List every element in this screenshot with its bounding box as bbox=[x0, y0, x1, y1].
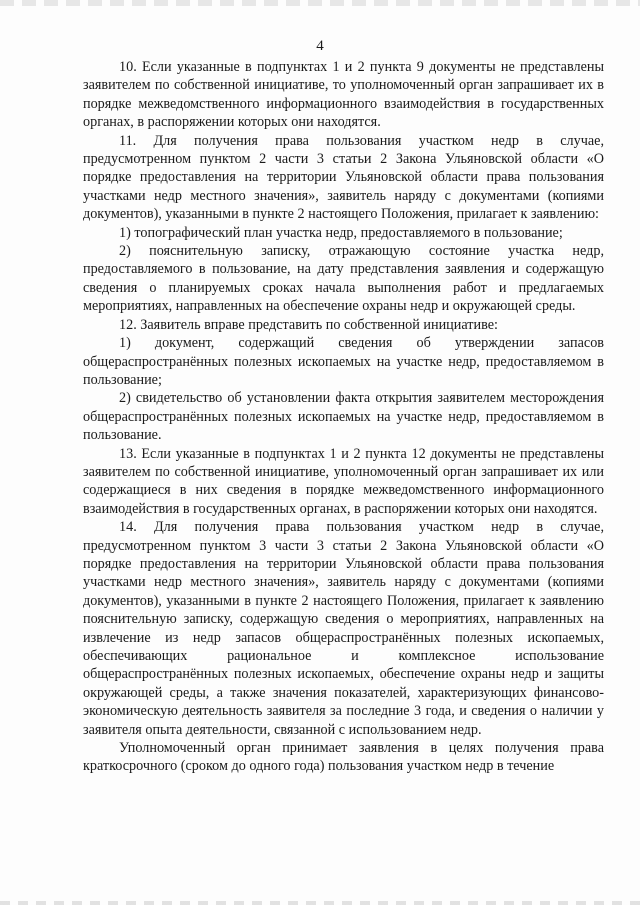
paragraph-10: 10. Если указанные в подпунктах 1 и 2 пункта 9 документы не представлены заявителем по собственной инициативе, то уполномоченный орган запрашивает их в порядке межведомственного информационного взаимодействия в государственных органах, в распоряжении которых они находятся. bbox=[83, 59, 604, 131]
paragraph-12-item-1: 1) документ, содержащий сведения об утверждении запасов общераспространённых полезных ископаемых на участке недр, предоставляемом в пользование; bbox=[83, 335, 604, 388]
paragraph-11-item-2: 2) пояснительную записку, отражающую состояние участка недр, предоставляемого в пользование, на дату представления заявления и содержащую сведения о планируемых сроках начала выполнения работ и предлагаемых мероприятиях, направленных на обеспечение охраны недр и окружающей среды. bbox=[83, 243, 604, 315]
scan-top-edge bbox=[0, 0, 640, 6]
document-body bbox=[83, 58, 604, 776]
paragraph-12-item-2: 2) свидетельство об установлении факта открытия заявителем месторождения общераспространённых полезных ископаемых на участке недр, предоставляемом в пользование. bbox=[83, 390, 604, 444]
paragraph-12: 12. Заявитель вправе представить по собственной инициативе: bbox=[119, 316, 498, 333]
page-number: 4 bbox=[316, 38, 324, 54]
scan-bottom-edge bbox=[0, 901, 640, 905]
paragraph-11: 11. Для получения права пользования участком недр в случае, предусмотренном пунктом 2 части 3 статьи 2 Закона Ульяновской области «О порядке предоставления на территории Ульяновской области права пользования участками недр местного значения», заявитель наряду с документами (копиями документов), указанными в пункте 2 настоящего Положения, прилагает к заявлению: bbox=[83, 132, 604, 223]
paragraph-11-item-1: 1) топографический план участка недр, предоставляемого в пользование; bbox=[119, 224, 563, 241]
paragraph-13: 13. Если указанные в подпунктах 1 и 2 пункта 12 документы не представлены заявителем по собственной инициативе, уполномоченный орган запрашивает их или содержащиеся в них сведения в порядке межведомственного информационного взаимодействия в государственных органах, в распоряжении которых они находятся. bbox=[83, 445, 604, 517]
paragraph-14: 14. Для получения права пользования участком недр в случае, предусмотренном пунктом 3 части 3 статьи 2 Закона Ульяновской области «О порядке предоставления на территории Ульяновской области права пользования участками недр местного значения», заявитель наряду с документами (копиями документов), указанными в пункте 2 настоящего Положения, прилагает к заявлению пояснительную записку, содержащую сведения о мероприятиях, направленных на извлечение из недр запасов общераспространённых полезных ископаемых, обеспечивающих рациональное и комплексное использование общераспространённых полезных ископаемых, обеспечение охраны недр и защиты окружающей среды, а также значения показателей, характеризующих финансово-экономическую деятельность заявителя за последние 3 года, и сведения о наличии у заявителя опыта деятельности, связанной с использованием недр. bbox=[83, 519, 604, 738]
paragraph-15-start: Уполномоченный орган принимает заявления в целях получения права краткосрочного (сроком до одного года) пользования участком недр в течение bbox=[83, 740, 604, 775]
